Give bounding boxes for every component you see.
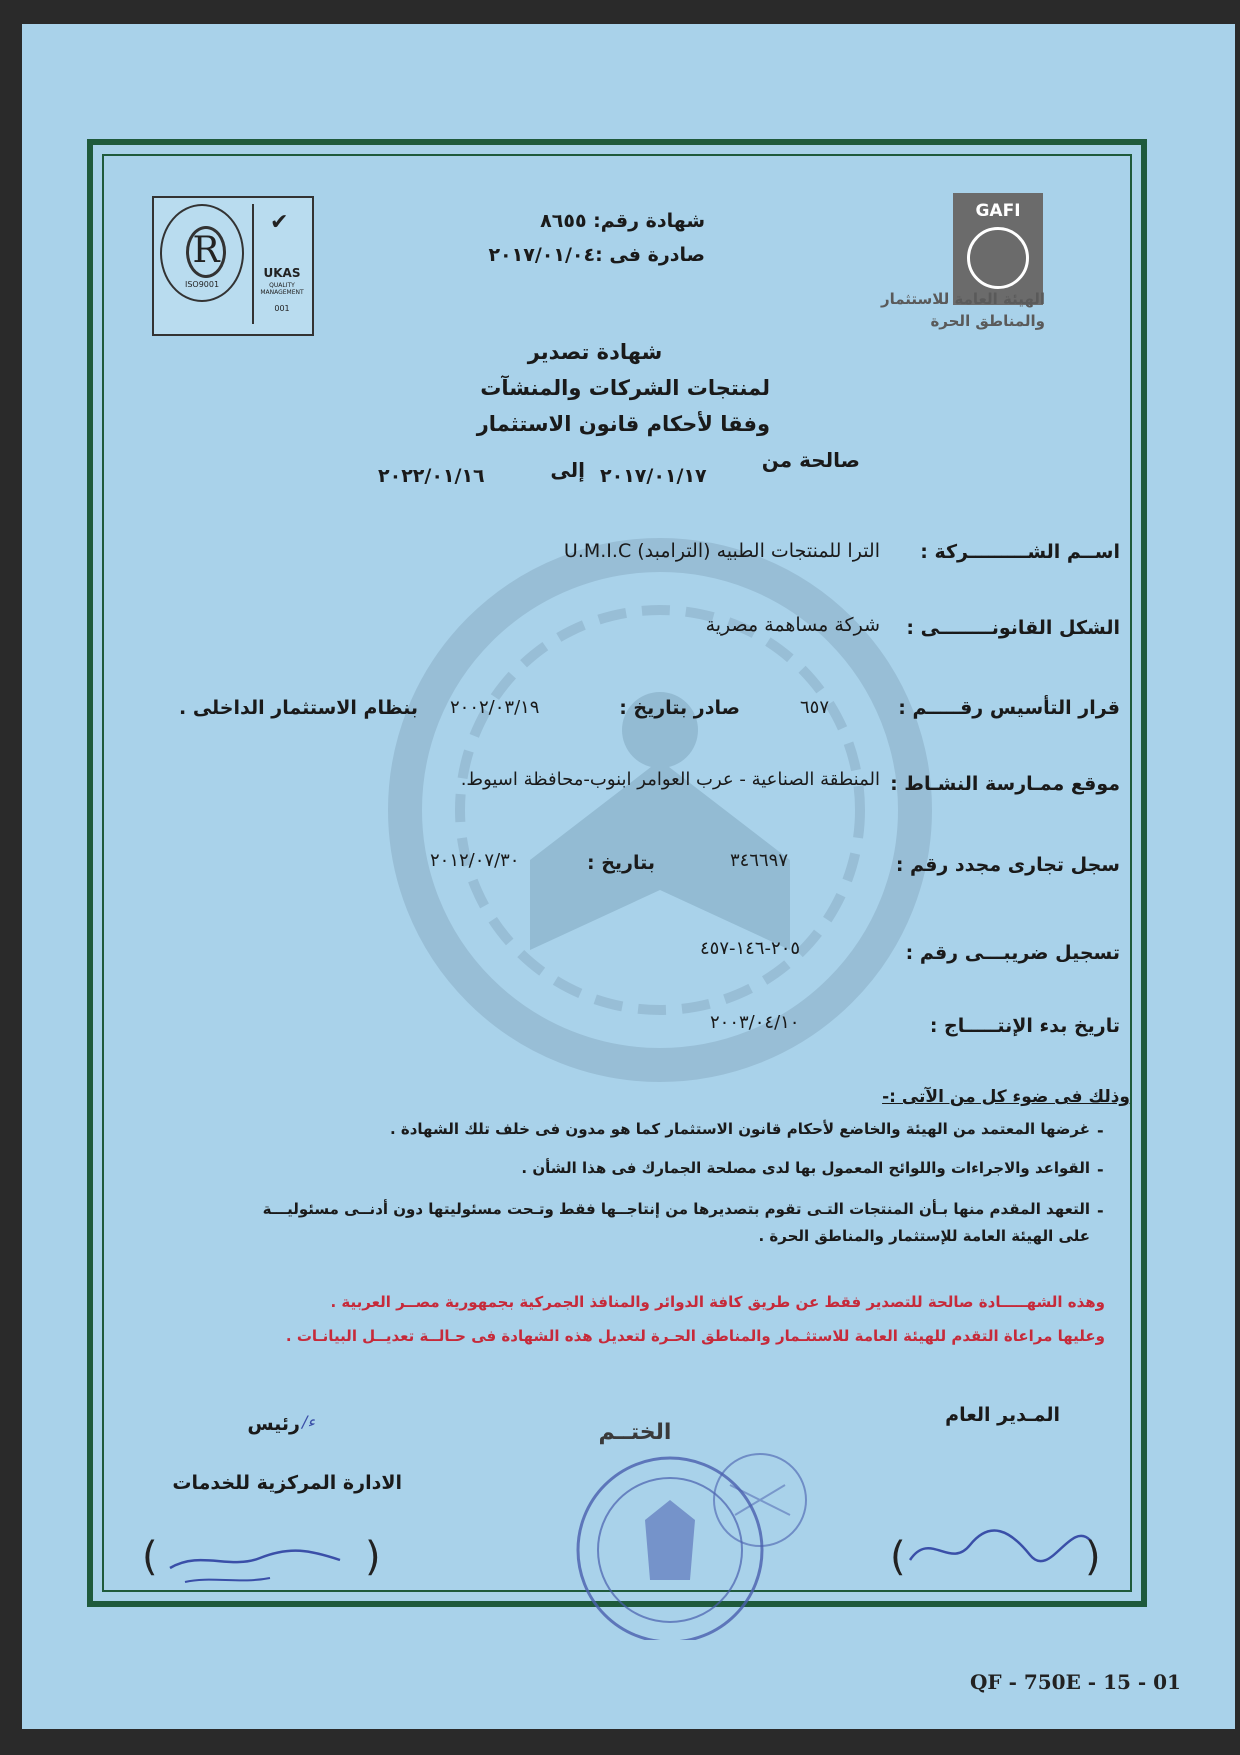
svg-text:): )	[365, 1534, 381, 1580]
production-value: ٢٠٠٣/٠٤/١٠	[710, 1012, 800, 1033]
founding-label: قرار التأسيس رقـــــم :	[898, 697, 1120, 719]
legal-form-value: شركة مساهمة مصرية	[705, 614, 880, 636]
founding-number: ٦٥٧	[800, 697, 830, 718]
valid-to-label: إلى	[550, 458, 585, 482]
head-initial-mark: /ء	[302, 1412, 315, 1431]
founding-system: بنظام الاستثمار الداخلى .	[179, 697, 418, 719]
valid-from-date: ٢٠١٧/٠١/١٧	[600, 465, 707, 487]
gafi-logo	[953, 193, 1043, 305]
production-label: تاريخ بدء الإنتـــــاج :	[929, 1015, 1120, 1037]
valid-from-label: صالحة من	[761, 448, 860, 472]
register-date-label: بتاريخ :	[586, 852, 655, 874]
condition-item-2: القواعد والاجراءات واللوائح المعمول بها لدى مصلحة الجمارك فى هذا الشأن .	[521, 1159, 1090, 1177]
svg-text:(: (	[890, 1534, 906, 1580]
tax-label: تسجيل ضريبـــى رقم :	[905, 942, 1120, 964]
gafi-name-line2: والمناطق الحرة	[930, 312, 1045, 330]
condition-item-3-line2: على الهيئة العامة للإستثمار والمناطق الحرة .	[758, 1227, 1090, 1245]
department-name: الادارة المركزية للخدمات	[172, 1472, 402, 1494]
condition-item-1: غرضها المعتمد من الهيئة والخاضع لأحكام قانون الاستثمار كما هو مدون فى خلف تلك الشهادة .	[389, 1120, 1090, 1138]
head-title: رئيس	[247, 1413, 300, 1435]
company-value: الترا للمنتجات الطبيه (الترامبد) U.M.I.C	[563, 540, 880, 562]
cert-number: شهادة رقم: ٨٦٥٥	[540, 210, 705, 232]
notice-line1: وهذه الشهـــــادة صالحة للتصدير فقط عن طريق كافة الدوائر والمنافذ الجمركية بجمهورية مصــر العربية .	[330, 1293, 1105, 1311]
register-label: سجل تجارى مجدد رقم :	[895, 854, 1120, 876]
site-value: المنطقة الصناعية - عرب العوامر ابنوب-محافظة اسيوط.	[460, 769, 880, 790]
title-line3: وفقا لأحكام قانون الاستثمار	[476, 412, 770, 436]
site-label: موقع ممـارسة النشـاط :	[890, 773, 1120, 795]
gafi-name-line1: الهيئة العامة للاستثمار	[880, 290, 1045, 308]
bullet-1: -	[1097, 1121, 1104, 1140]
register-number: ٣٤٦٦٩٧	[730, 850, 789, 871]
condition-item-3: التعهد المقدم منها بـأن المنتجات التـى تقوم بتصديرها من إنتاجــها فقط وتـحت مسئوليتها دون أدنــى مسئوليـــة	[262, 1200, 1090, 1218]
gafi-logo-text: GAFI	[975, 201, 1021, 221]
right-signature	[880, 1500, 1120, 1600]
title-line2: لمنتجات الشركات والمنشآت	[480, 376, 770, 400]
gafi-emblem-icon	[967, 227, 1029, 289]
iso-seal-icon: R ISO9001	[160, 204, 244, 302]
official-stamp	[560, 1440, 820, 1640]
register-date: ٢٠١٢/٠٧/٣٠	[430, 850, 520, 871]
ukas-code: 001	[274, 304, 290, 313]
form-code: QF - 750E - 15 - 01	[970, 1670, 1181, 1694]
iso-badge-label: ISO9001	[184, 280, 220, 289]
stamp-label: الختــم	[598, 1420, 672, 1445]
svg-text:(: (	[142, 1534, 158, 1580]
notice-line2: وعليها مراعاة التقدم للهيئة العامة للاستثـمار والمناطق الحـرة لتعديل هذه الشهادة فى حـالــة تعديــل البيانـات .	[285, 1327, 1105, 1345]
founding-date-label: صادر بتاريخ :	[619, 697, 740, 719]
crown-check-icon: ✔	[270, 210, 289, 235]
conditions-heading: وذلك فى ضوء كل من الآتى :-	[882, 1087, 1130, 1107]
issue-date: صادرة فى :٢٠١٧/٠١/٠٤	[488, 244, 705, 266]
ukas-mark	[252, 204, 310, 324]
bullet-3: -	[1097, 1201, 1104, 1220]
iso-ukas-badge	[152, 196, 314, 336]
general-manager-title: المـدير العام	[945, 1404, 1060, 1426]
valid-to-date: ٢٠٢٢/٠١/١٦	[378, 465, 485, 487]
founding-date: ٢٠٠٢/٠٣/١٩	[450, 697, 540, 718]
legal-form-label: الشكل القانونــــــــى :	[906, 617, 1120, 639]
tax-value: ٢٠٥-١٤٦-٤٥٧	[700, 938, 801, 959]
svg-text:): )	[1085, 1534, 1101, 1580]
ukas-label: UKAS	[263, 266, 301, 280]
ukas-sub: QUALITY MANAGEMENT	[260, 282, 304, 296]
left-signature	[140, 1520, 390, 1600]
bullet-2: -	[1097, 1160, 1104, 1179]
title-line1: شهادة تصدير	[527, 340, 663, 364]
company-label: اســم الشـــــــــركة :	[920, 541, 1120, 563]
